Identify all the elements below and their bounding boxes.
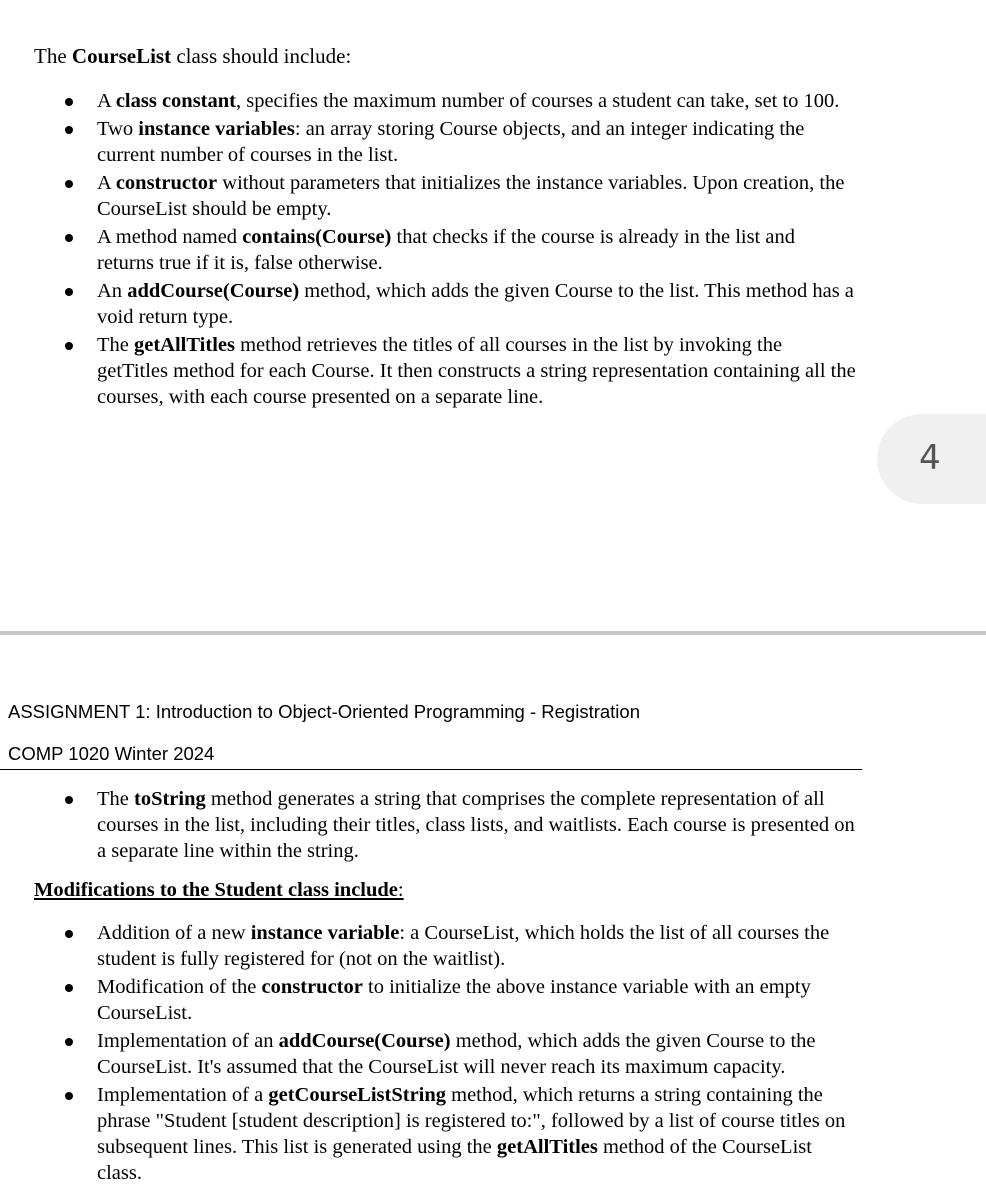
list-item — [0, 1028, 857, 1080]
item-bold: contains(Course) — [242, 226, 392, 248]
header-rule — [0, 769, 862, 770]
list-item — [0, 974, 857, 1026]
list-item — [0, 278, 857, 330]
list-item — [0, 1082, 857, 1186]
item-text: without parameters that initializes the instance variables. Upon creation, the CourseList should be empty. — [97, 172, 845, 220]
item-text: A — [97, 172, 116, 194]
item-text: A — [97, 90, 116, 112]
item-text: , specifies the maximum number of courses a student can take, set to 100. — [235, 90, 840, 112]
page-number-badge — [877, 414, 986, 504]
bullet-icon — [65, 288, 73, 296]
bullet-icon — [65, 98, 73, 106]
item-bold: getAllTitles — [134, 334, 235, 356]
item-text: method, which returns a string containing the phrase "Student [student description] is registered to:", followed by a list of course titles on subsequent lines. This list is generated using the — [97, 1084, 846, 1158]
courselist-requirements-list — [0, 88, 857, 412]
bullet-icon — [65, 930, 73, 938]
intro-suffix: class should include: — [171, 44, 352, 68]
bullet-icon — [65, 1038, 73, 1046]
intro-paragraph — [34, 44, 351, 69]
item-bold: instance variables — [138, 118, 295, 140]
list-item — [0, 786, 857, 864]
item-bold: constructor — [261, 976, 363, 998]
bullet-icon — [65, 234, 73, 242]
student-modifications-list — [0, 920, 857, 1188]
item-bold: addCourse(Course) — [278, 1030, 451, 1052]
item-text: method generates a string that comprises the complete representation of all courses in the list, including their titles, class lists, and waitlists. Each course is presented on a separate line within the string. — [97, 788, 855, 862]
tostring-list — [0, 786, 857, 866]
item-bold: class constant — [115, 90, 236, 112]
bullet-icon — [65, 796, 73, 804]
list-item — [0, 332, 857, 410]
item-bold: toString — [134, 788, 206, 810]
item-text: Modification of the — [97, 976, 262, 998]
intro-bold: CourseList — [71, 44, 172, 68]
page-divider — [0, 631, 986, 635]
bullet-icon — [65, 1092, 73, 1100]
assignment-header-title: ASSIGNMENT 1: Introduction to Object-Oriented Programming - Registration — [8, 701, 640, 722]
item-bold: addCourse(Course) — [127, 280, 300, 302]
item-text: Two — [97, 118, 139, 140]
item-text: that checks if the course is already in the list and returns true if it is, false otherwise. — [97, 226, 795, 274]
item-text: The — [97, 788, 134, 810]
item-text: method retrieves the titles of all courses in the list by invoking the getTitles method for each Course. It then constructs a string representation containing all the courses, with each course presented on a separate line. — [97, 334, 856, 408]
item-text: method, which adds the given Course to the list. This method has a void return type. — [97, 280, 854, 328]
subheading-colon: : — [397, 879, 404, 901]
item-bold: instance variable — [250, 922, 400, 944]
bullet-icon — [65, 126, 73, 134]
list-item — [0, 170, 857, 222]
item-text: Implementation of an — [97, 1030, 279, 1052]
bullet-icon — [65, 984, 73, 992]
item-text: Implementation of a — [97, 1084, 269, 1106]
item-bold: constructor — [115, 172, 218, 194]
list-item — [0, 224, 857, 276]
bullet-icon — [65, 180, 73, 188]
item-text: method, which adds the given Course to the CourseList. It's assumed that the CourseList will never reach its maximum capacity. — [97, 1030, 816, 1078]
list-item — [0, 116, 857, 168]
item-text: A method named — [97, 226, 243, 248]
bullet-icon — [65, 342, 73, 350]
intro-prefix: The — [34, 44, 72, 68]
assignment-header-course: COMP 1020 Winter 2024 — [8, 743, 215, 764]
list-item — [0, 88, 857, 114]
student-modifications-heading — [34, 879, 404, 902]
item-text: An — [97, 280, 128, 302]
item-text: method of the CourseList class. — [97, 1136, 812, 1184]
item-bold: getAllTitles — [496, 1136, 598, 1158]
item-text: : a CourseList, which holds the list of all courses the student is fully registered for (not on the waitlist). — [97, 922, 830, 970]
page-number: 4 — [919, 438, 941, 478]
list-item — [0, 920, 857, 972]
item-bold: getCourseListString — [268, 1084, 447, 1106]
subheading-text: Modifications to the Student class include — [34, 879, 398, 901]
item-text: : an array storing Course objects, and an integer indicating the current number of courses in the list. — [97, 118, 805, 166]
item-text: Addition of a new — [97, 922, 251, 944]
item-text: The — [97, 334, 134, 356]
item-text: to initialize the above instance variable with an empty CourseList. — [97, 976, 811, 1024]
